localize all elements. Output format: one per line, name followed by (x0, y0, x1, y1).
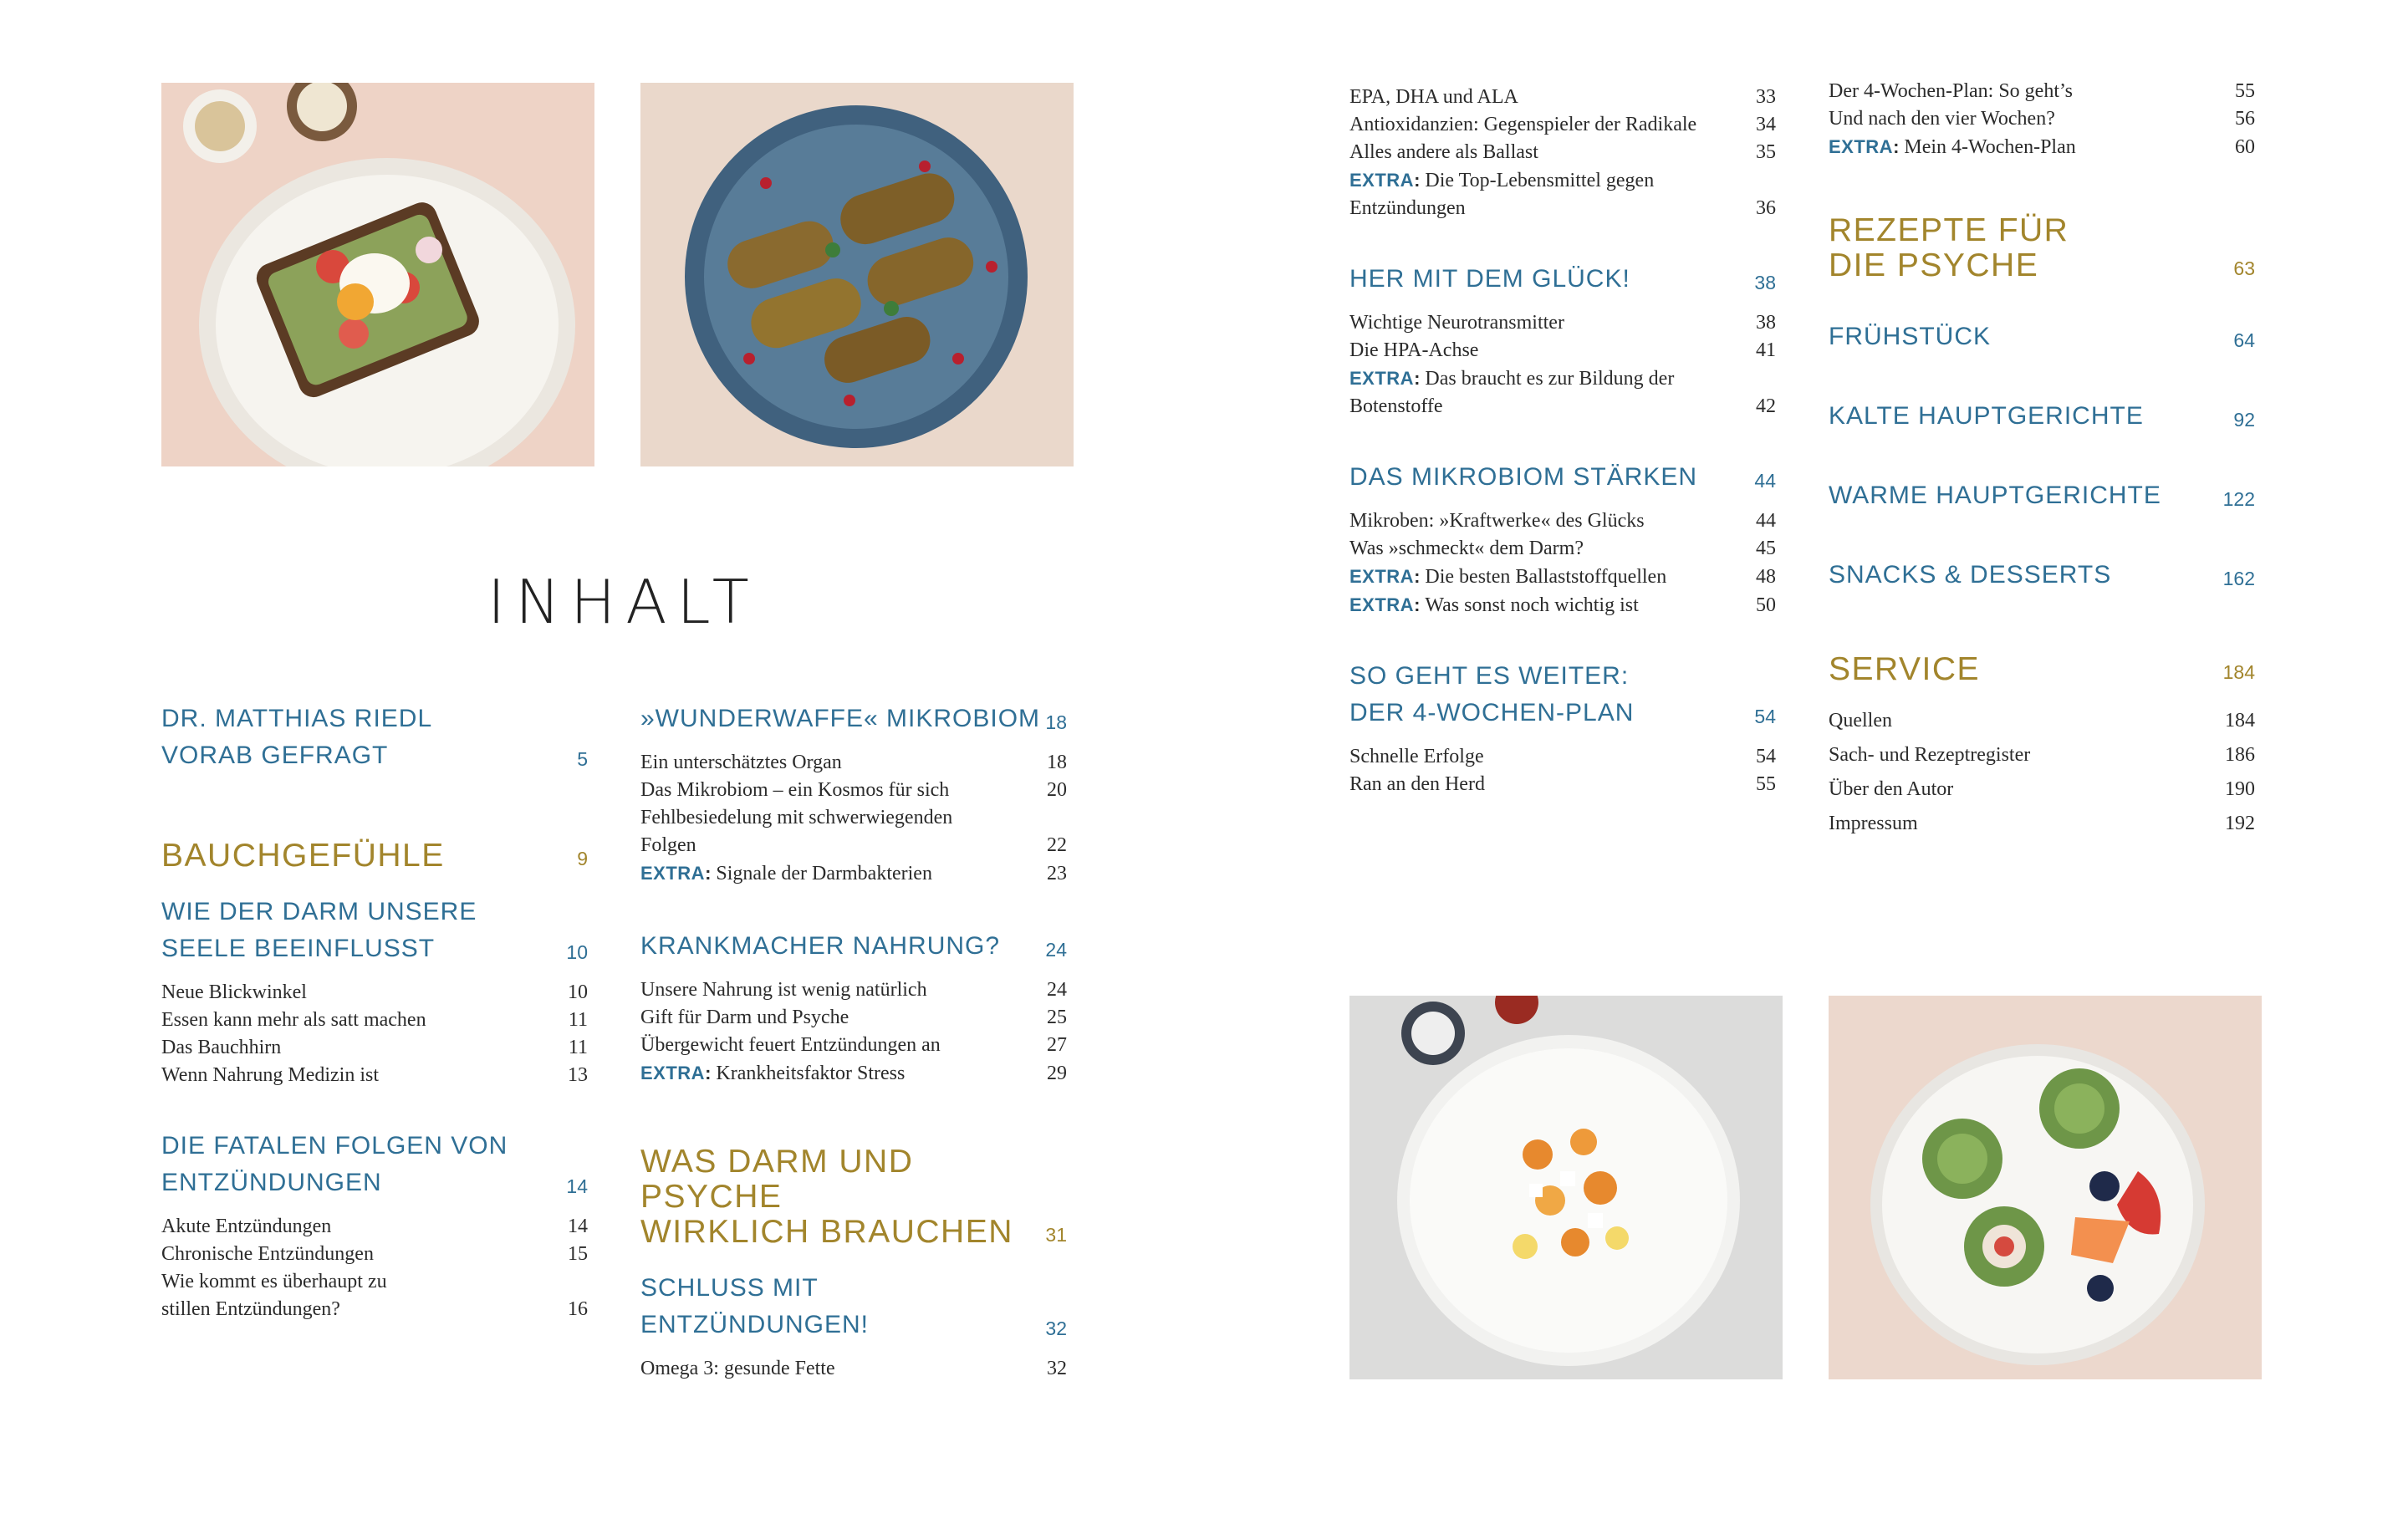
toc-entry[interactable]: Antioxidanzien: Gegenspieler der Radikale 34 (1349, 114, 1776, 135)
toc-entry[interactable]: EXTRA: Die Top-Lebensmittel gegen Entzündungen 36 (1349, 170, 1776, 219)
page-number: 44 (1754, 470, 1776, 492)
toc-entry[interactable]: EXTRA: Das braucht es zur Bildung der Botenstoffe 42 (1349, 368, 1776, 417)
toc-entry[interactable]: Über den Autor 190 (1829, 778, 2255, 800)
toc-entry[interactable]: Essen kann mehr als satt machen 11 (161, 1009, 588, 1031)
toc-entry[interactable]: EXTRA: Signale der Darmbakterien 23 (640, 863, 1067, 884)
toc-entry[interactable]: Ran an den Herd 55 (1349, 773, 1776, 795)
page-number: 63 (2233, 257, 2255, 279)
section-heading[interactable]: SNACKS & DESSERTS 162 (1829, 557, 2255, 594)
toc-entry[interactable]: Und nach den vier Wochen? 56 (1829, 108, 2255, 130)
page-number: 32 (1045, 1318, 1067, 1339)
page-number: 184 (2222, 661, 2255, 683)
toc-entry[interactable]: Der 4-Wochen-Plan: So geht’s 55 (1829, 80, 2255, 102)
page-number: 10 (566, 941, 588, 963)
extra-tag: EXTRA (1349, 170, 1415, 191)
toc-entry[interactable]: EPA, DHA und ALA 33 (1349, 86, 1776, 108)
toc-entry[interactable]: Quellen 184 (1829, 710, 2255, 731)
toc-entry[interactable]: Die HPA-Achse 41 (1349, 339, 1776, 361)
toc-entry[interactable]: Akute Entzündungen 14 (161, 1216, 588, 1237)
page-number: 5 (577, 748, 588, 770)
section-heading[interactable]: DR. MATTHIAS RIEDL VORAB GEFRAGT 5 (161, 701, 588, 774)
toc-entry[interactable]: Schnelle Erfolge 54 (1349, 746, 1776, 767)
page-number: 122 (2222, 488, 2255, 510)
page-number: 31 (1045, 1224, 1067, 1246)
page-number: 9 (577, 848, 588, 869)
toc-entry[interactable]: Das Mikrobiom – ein Kosmos für sich 20 (640, 779, 1067, 801)
extra-tag: EXTRA (1349, 566, 1415, 587)
page-title: INHALT (487, 567, 759, 637)
extra-tag: EXTRA (640, 863, 706, 884)
page-number: 162 (2222, 568, 2255, 589)
section-heading[interactable]: WARME HAUPTGERICHTE 122 (1829, 477, 2255, 514)
toc-entry[interactable]: EXTRA: Was sonst noch wichtig ist 50 (1349, 594, 1776, 616)
toc-column-1 (161, 701, 588, 1323)
toc-entry[interactable]: Wenn Nahrung Medizin ist 13 (161, 1064, 588, 1086)
page-number: 92 (2233, 409, 2255, 431)
toc-entry[interactable]: Sach- und Rezeptregister 186 (1829, 744, 2255, 766)
toc-column-2 (640, 701, 1067, 1383)
chapter-heading[interactable]: SERVICE 184 (1829, 651, 2255, 687)
toc-entry[interactable]: Gift für Darm und Psyche 25 (640, 1007, 1067, 1028)
page-number: 64 (2233, 329, 2255, 351)
page-number: 18 (1045, 711, 1067, 733)
toc-entry[interactable]: Fehlbesiedelung mit schwerwiegenden Folgen 22 (640, 807, 1067, 856)
toc-entry[interactable]: Omega 3: gesunde Fette 32 (640, 1358, 1067, 1379)
section-heading[interactable]: DAS MIKROBIOM STÄRKEN 44 (1349, 459, 1776, 496)
toc-column-3 (1349, 84, 1776, 798)
chapter-heading[interactable]: REZEPTE FÜR DIE PSYCHE 63 (1829, 212, 2255, 283)
toc-entry[interactable]: EXTRA: Krankheitsfaktor Stress 29 (640, 1063, 1067, 1084)
toc-entry[interactable]: Neue Blickwinkel 10 (161, 981, 588, 1003)
toc-column-4 (1829, 78, 2255, 841)
section-heading[interactable]: FRÜHSTÜCK 64 (1829, 319, 2255, 355)
extra-tag: EXTRA (1829, 136, 1894, 157)
toc-entry[interactable]: Chronische Entzündungen 15 (161, 1243, 588, 1265)
photo-cheese-balls (1829, 996, 2262, 1379)
section-heading[interactable]: »WUNDERWAFFE« MIKROBIOM 18 (640, 701, 1067, 737)
section-heading[interactable]: SO GEHT ES WEITER: DER 4-WOCHEN-PLAN 54 (1349, 658, 1776, 731)
chapter-heading[interactable]: BAUCHGEFÜHLE 9 (161, 838, 588, 874)
section-heading[interactable]: KRANKMACHER NAHRUNG? 24 (640, 928, 1067, 965)
toc-entry[interactable]: Alles andere als Ballast 35 (1349, 141, 1776, 163)
photo-pumpkin-salad (1349, 996, 1783, 1379)
toc-entry[interactable]: EXTRA: Die besten Ballaststoffquellen 48 (1349, 566, 1776, 588)
page-number: 38 (1754, 272, 1776, 293)
toc-entry[interactable]: Unsere Nahrung ist wenig natürlich 24 (640, 979, 1067, 1001)
section-heading[interactable]: WIE DER DARM UNSERE SEELE BEEINFLUSST 10 (161, 894, 588, 967)
chapter-heading[interactable]: WAS DARM UND PSYCHE WIRKLICH BRAUCHEN 31 (640, 1144, 1067, 1250)
toc-entry[interactable]: Ein unterschätztes Organ 18 (640, 752, 1067, 773)
toc-entry[interactable]: Was »schmeckt« dem Darm? 45 (1349, 538, 1776, 559)
toc-entry[interactable]: Impressum 192 (1829, 813, 2255, 834)
section-heading[interactable]: SCHLUSS MIT ENTZÜNDUNGEN! 32 (640, 1270, 1067, 1343)
section-heading[interactable]: DIE FATALEN FOLGEN VON ENTZÜNDUNGEN 14 (161, 1128, 588, 1201)
toc-entry[interactable]: Übergewicht feuert Entzündungen an 27 (640, 1034, 1067, 1056)
extra-tag: EXTRA (1349, 594, 1415, 615)
toc-entry[interactable]: EXTRA: Mein 4-Wochen-Plan 60 (1829, 136, 2255, 158)
section-heading[interactable]: HER MIT DEM GLÜCK! 38 (1349, 261, 1776, 298)
page-number: 24 (1045, 939, 1067, 961)
toc-entry[interactable]: Mikroben: »Kraftwerke« des Glücks 44 (1349, 510, 1776, 532)
section-heading[interactable]: KALTE HAUPTGERICHTE 92 (1829, 398, 2255, 435)
photo-avocado-toast (161, 83, 594, 466)
page-number: 54 (1754, 706, 1776, 727)
photo-eggplant-rolls (640, 83, 1074, 466)
toc-entry[interactable]: Wie kommt es überhaupt zu stillen Entzündungen? 16 (161, 1271, 588, 1320)
extra-tag: EXTRA (640, 1063, 706, 1083)
extra-tag: EXTRA (1349, 368, 1415, 389)
page-number: 14 (566, 1175, 588, 1197)
toc-entry[interactable]: Das Bauchhirn 11 (161, 1037, 588, 1058)
toc-entry[interactable]: Wichtige Neurotransmitter 38 (1349, 312, 1776, 334)
